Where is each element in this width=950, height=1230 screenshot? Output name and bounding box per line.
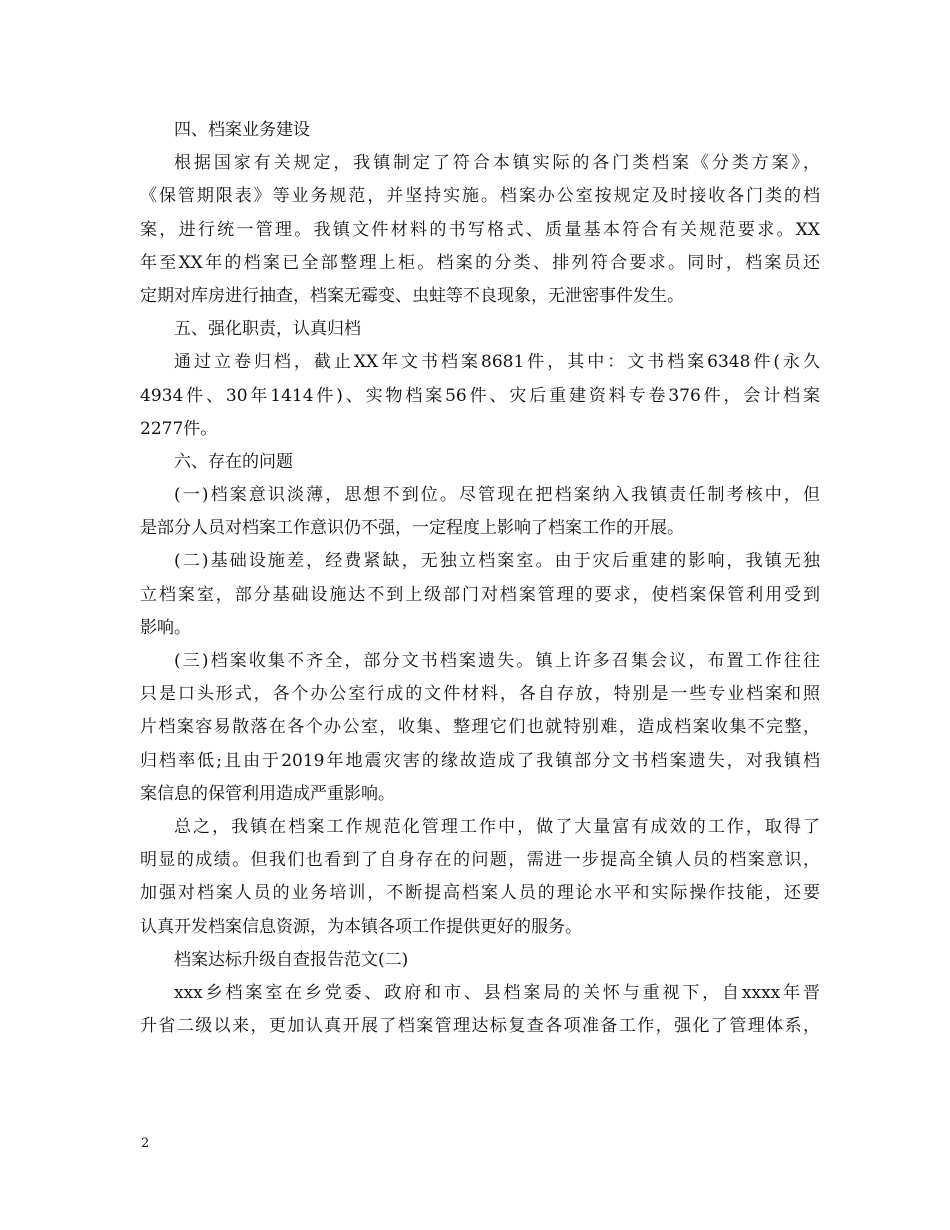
- paragraph-line: 只是口头形式，各个办公室行成的文件材料，各自存放，特别是一些专业档案和照: [140, 684, 820, 705]
- paragraph-line: 影响。: [140, 617, 191, 638]
- paragraph-line: 《保管期限表》等业务规范，并坚持实施。档案办公室按规定及时接收各门类的档: [140, 186, 820, 207]
- page-number: 2: [141, 1136, 150, 1151]
- section-heading: 六、存在的问题: [174, 451, 293, 472]
- paragraph-line: 通过立卷归档，截止XX年文书档案8681件，其中：文书档案6348件(永久: [174, 352, 820, 373]
- paragraph-line: 年至XX年的档案已全部整理上柜。档案的分类、排列符合要求。同时，档案员还: [140, 252, 820, 273]
- paragraph-line: (三)档案收集不齐全，部分文书档案遗失。镇上许多召集会议，布置工作往往: [174, 651, 820, 671]
- section-heading: 档案达标升级自查报告范文(二): [174, 949, 409, 970]
- paragraph-line: 案信息的保管利用造成严重影响。: [140, 783, 395, 804]
- paragraph-line: 认真开发档案信息资源，为本镇各项工作提供更好的服务。: [140, 916, 582, 937]
- paragraph-line: 总之，我镇在档案工作规范化管理工作中，做了大量富有成效的工作，取得了: [174, 816, 820, 837]
- paragraph-line: 升省二级以来，更加认真开展了档案管理达标复查各项准备工作，强化了管理体系，: [140, 1016, 820, 1037]
- paragraph-line: 加强对档案人员的业务培训，不断提高档案人员的理论水平和实际操作技能，还要: [140, 883, 820, 904]
- section-heading: 四、档案业务建设: [174, 120, 310, 140]
- paragraph-line: (二)基础设施差，经费紧缺，无独立档案室。由于灾后重建的影响，我镇无独: [174, 551, 820, 572]
- paragraph-line: (一)档案意识淡薄，思想不到位。尽管现在把档案纳入我镇责任制考核中，但: [174, 485, 820, 506]
- paragraph-line: 4934件、30年1414件)、实物档案56件、灾后重建资料专卷376件，会计档案: [140, 385, 820, 406]
- paragraph-line: 根据国家有关规定，我镇制定了符合本镇实际的各门类档案《分类方案》，: [174, 153, 820, 174]
- paragraph-line: 是部分人员对档案工作意识仍不强，一定程度上影响了档案工作的开展。: [140, 518, 684, 539]
- paragraph-line: 明显的成绩。但我们也看到了自身存在的问题，需进一步提高全镇人员的档案意识，: [140, 850, 820, 871]
- section-heading: 五、强化职责，认真归档: [174, 319, 361, 340]
- paragraph-line: 案，进行统一管理。我镇文件材料的书写格式、质量基本符合有关规范要求。XX: [140, 219, 820, 240]
- paragraph-line: 立档案室，部分基础设施达不到上级部门对档案管理的要求，使档案保管利用受到: [140, 584, 820, 605]
- paragraph-line: 归档率低;且由于2019年地震灾害的缘故造成了我镇部分文书档案遗失，对我镇档: [140, 750, 820, 771]
- paragraph-line: 片档案容易散落在各个办公室，收集、整理它们也就特别难，造成档案收集不完整，: [140, 717, 820, 738]
- paragraph-line: 2277件。: [140, 418, 218, 439]
- paragraph-line: 定期对库房进行抽查，档案无霉变、虫蛀等不良现象，无泄密事件发生。: [140, 285, 684, 306]
- paragraph-line: xxx乡档案室在乡党委、政府和市、县档案局的关怀与重视下，自xxxx年晋: [174, 982, 820, 1003]
- document-body: [140, 114, 820, 1043]
